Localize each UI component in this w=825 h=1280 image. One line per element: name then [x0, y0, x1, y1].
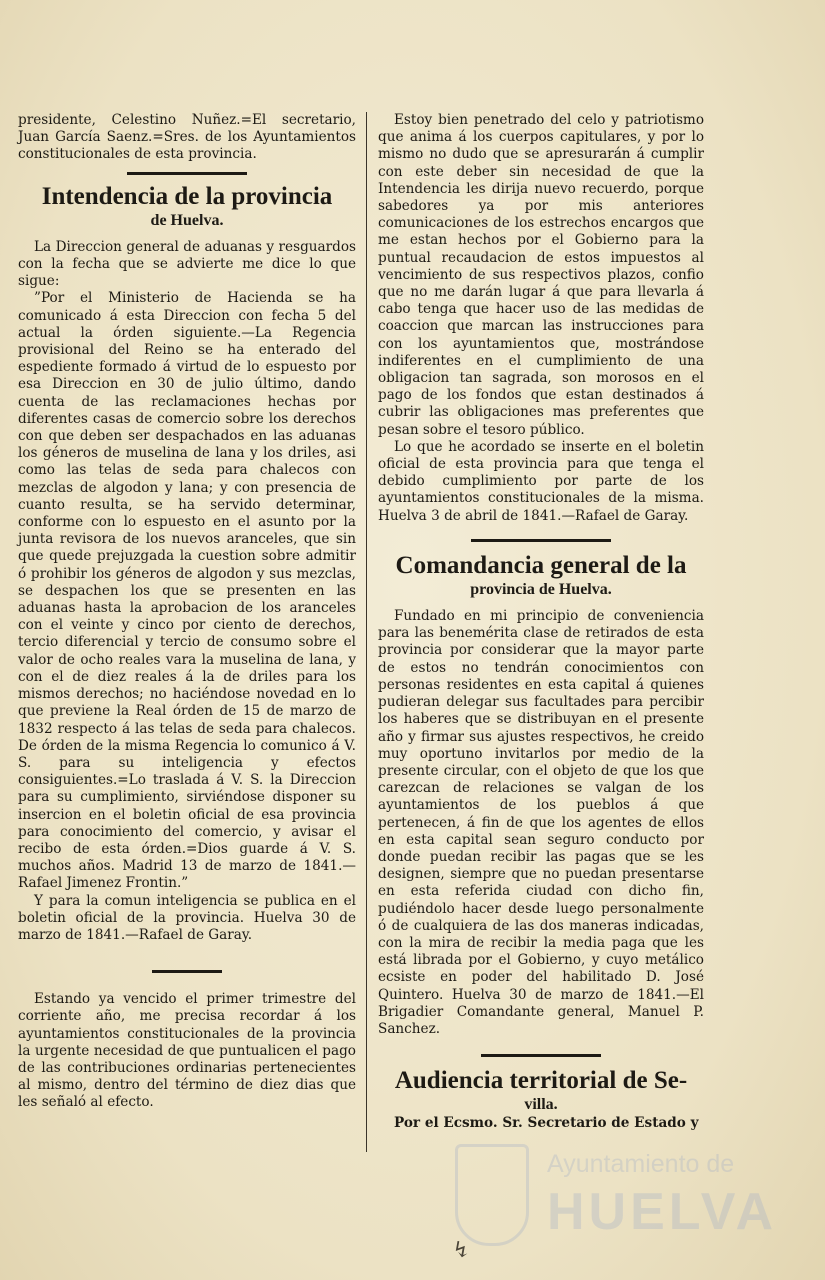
ink-mark-icon: ↯: [452, 1238, 471, 1263]
watermark-line2: HUELVA: [547, 1183, 778, 1241]
column-divider: [366, 112, 367, 1152]
paragraph: Fundado en mi principio de conveniencia para las benemérita clase de retirados de esta provincia por considerar que la mayor parte de estos no tendrán conocimientos con personas residentes en esta capital á quienes pudieran delegar sus facultades para percibir los haberes que se distribuyan en el presente año y firmar sus ajustes respectivos, he creido muy oportuno invitarlos por medio de la presente circular, con el objeto de que los que carezcan de relaciones se valgan de los ayuntamientos de los pueblos á que pertenecen, á fin de que los agentes de ellos en esta capital sean seguro conducto por donde puedan recibir las pagas que se les designen, siempre que no puedan presentarse en esta referida ciudad con dicho fin, pudiéndolo hacer desde luego personalmente ó de cualquiera de las dos maneras indicadas, con la mira de recibir la media paga que les está librada por el Gobierno, y cuyo metálico ecsiste en poder del habilitado D. José Quintero. Huelva 30 de marzo de 1841.—El Brigadier Comandante general, Manuel P. Sanchez.: [378, 608, 704, 1037]
separator-rule: [471, 539, 611, 542]
section-subheading-audiencia: villa.: [524, 1096, 558, 1114]
paragraph: ”Por el Ministerio de Hacienda se ha comunicado á esta Direccion con fecha 5 del actual la órden siguiente.—La Regencia provisional del Reino se ha enterado del espediente formado á virtud de lo espuesto por esa Direccion en 30 de julio último, dando cuenta de las reclamaciones hechas por diferentes casas de comercio sobre los derechos con que deben ser despachados en las aduanas los géneros de muselina de lana y los driles, asi como las telas de seda para chalecos con mezclas de algodon y lana; y con presencia de cuanto resulta, se ha servido determinar, conforme con lo espuesto en el asunto por la junta revisora de los nuevos aranceles, que sin que quede prejuzgada la cuestion sobre admitir ó prohibir los géneros de algodon y sus mezclas, se despachen los que se presenten en las aduanas hasta la aprobacion de los aranceles con el veinte y cinco por ciento de derechos, tercio diferencial y tercio de consumo sobre el valor de ocho reales vara la muselina de lana, y con el de diez reales á la de driles para los mismos derechos; no haciéndose novedad en lo que previene la Real órden de 15 de marzo de 1832 respecto á las telas de seda para chalecos. De órden de la misma Regencia lo comunico á V. S. para su inteligencia y efectos consiguientes.=Lo traslada á V. S. la Direccion para su cumplimiento, sirviéndose disponer su insercion en el boletin oficial de esa provincia para conocimiento del comercio, y avisar el recibo de esta órden.=Dios guarde á V. S. muchos años. Madrid 13 de marzo de 1841.—Rafael Jimenez Frontin.”: [18, 290, 356, 892]
section-heading-intendencia: Intendencia de la provincia: [41, 182, 333, 210]
watermark-line1: Ayuntamiento de: [547, 1150, 735, 1178]
paragraph: Lo que he acordado se inserte en el boletin oficial de esta provincia para que tenga el debido cumplimiento por parte de los ayuntamientos constitucionales de la misma. Huelva 3 de abril de 1841.—Rafael de Garay.: [378, 438, 704, 524]
left-column: [18, 112, 356, 1112]
separator-rule: [127, 172, 247, 175]
paragraph: Estando ya vencido el primer trimestre del corriente año, me precisa recordar á los ayuntamientos constitucionales de la provincia la urgente necesidad de que puntualicen el pago de las contribuciones ordinarias pertenecientes al mismo, dentro del término de diez dias que les señaló al efecto.: [18, 991, 356, 1111]
separator-rule: [152, 970, 222, 973]
section-subheading-intendencia: de Huelva.: [150, 211, 224, 229]
right-column: [378, 112, 704, 1133]
paragraph: Por el Ecsmo. Sr. Secretario de Estado y: [394, 1115, 699, 1132]
paragraph: Estoy bien penetrado del celo y patriotismo que anima á los cuerpos capitulares, y por lo mismo no dudo que se apresurarán á cumplir con este deber sin necesidad de que la Intendencia les dirija nuevo recuerdo, porque sabedores ya por mis anteriores comunicaciones de los estrechos encargos que me estan hechos por el Gobierno para la puntual recaudacion de estos impuestos al vencimiento de sus respectivos plazos, confio que no me darán lugar á que para llevarla á cabo tenga que hacer uso de las medidas de coaccion que marcan las instrucciones para con los ayuntamientos que, mostrándose indiferentes en el cumplimiento de una obligacion tan sagrada, son morosos en el pago de los fondos que estan destinados á cubrir las obligaciones mas preferentes que pesan sobre el tesoro público.: [378, 112, 704, 438]
section-heading-comandancia: Comandancia general de la: [395, 551, 687, 579]
paragraph: La Direccion general de aduanas y resguardos con la fecha que se advierte me dice lo que sigue:: [18, 238, 356, 290]
section-heading-audiencia: Audiencia territorial de Se-: [394, 1067, 688, 1095]
intro-paragraph: presidente, Celestino Nuñez.=El secretario, Juan García Saenz.=Sres. de los Ayuntamientos constitucionales de esta provincia.: [18, 112, 356, 163]
section-subheading-comandancia: provincia de Huelva.: [470, 580, 612, 598]
separator-rule: [481, 1054, 601, 1057]
paragraph: Y para la comun inteligencia se publica en el boletin oficial de la provincia. Huelva 30 de marzo de 1841.—Rafael de Garay.: [18, 892, 356, 943]
shield-crest-icon: [455, 1144, 529, 1246]
watermark: [455, 1140, 778, 1250]
